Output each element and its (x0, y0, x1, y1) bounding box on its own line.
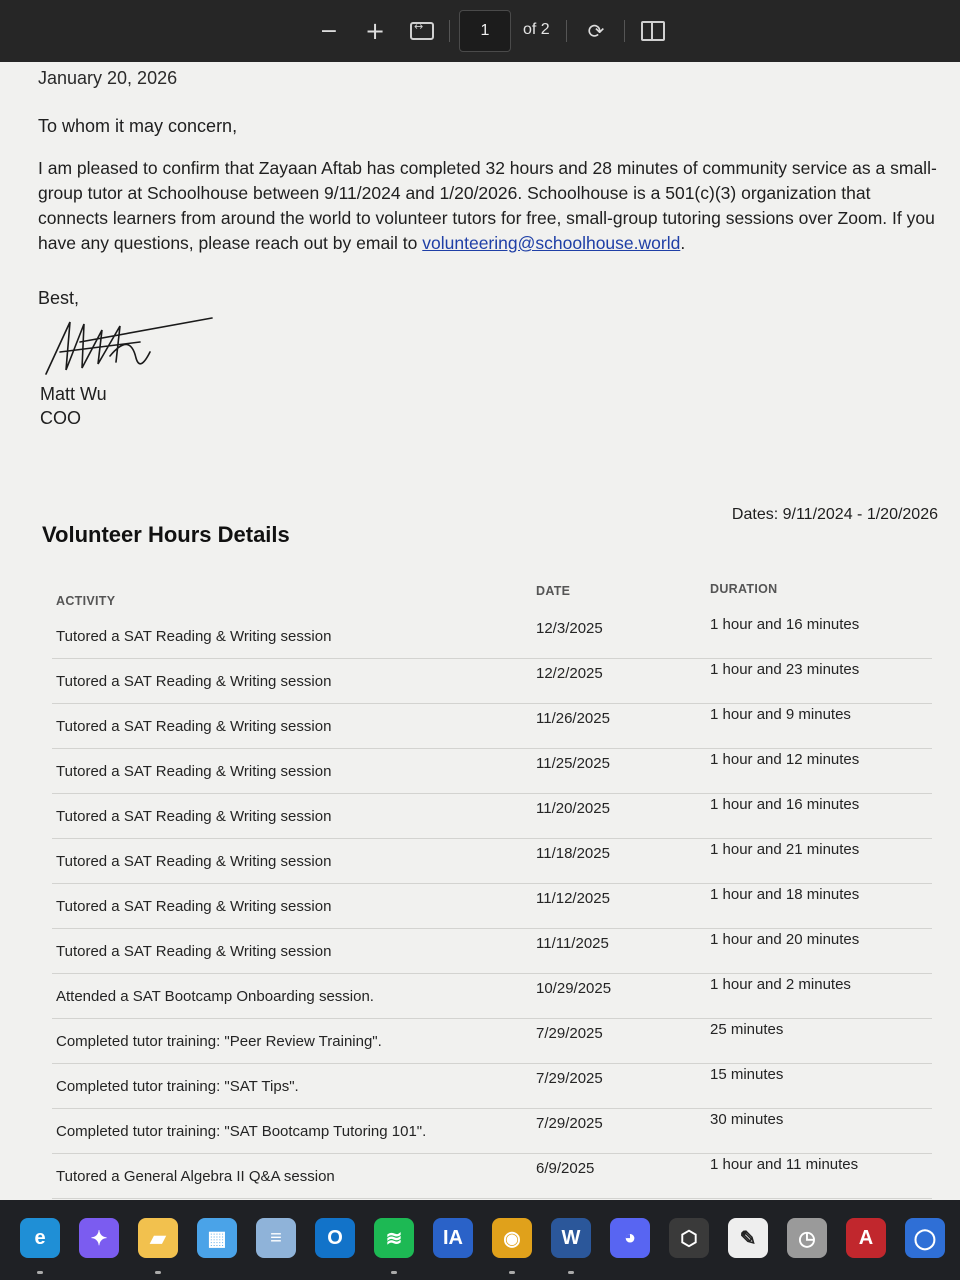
table-row (52, 749, 932, 794)
duration-cell: 1 hour and 16 minutes (710, 616, 860, 633)
date-cell: 11/25/2025 (536, 755, 610, 772)
activity-cell: Tutored a General Algebra II Q&A session (56, 1168, 335, 1185)
hours-table (0, 614, 960, 1199)
activity-cell: Completed tutor training: "Peer Review Training". (56, 1033, 382, 1050)
table-row (52, 1064, 932, 1109)
duration-cell: 1 hour and 21 minutes (710, 841, 860, 858)
notepad-icon[interactable]: ≡ (256, 1218, 296, 1258)
duration-cell: 15 minutes (710, 1066, 784, 1083)
date-cell: 7/29/2025 (536, 1025, 603, 1042)
column-header-duration: DURATION (710, 582, 778, 596)
duration-cell: 1 hour and 2 minutes (710, 976, 851, 993)
activity-cell: Attended a SAT Bootcamp Onboarding session. (56, 988, 374, 1005)
activity-cell: Completed tutor training: "SAT Bootcamp Tutoring 101". (56, 1123, 427, 1140)
taskbar (0, 1200, 960, 1280)
letter-closing: Best, (38, 288, 80, 308)
date-cell: 7/29/2025 (536, 1070, 603, 1087)
word-icon[interactable]: W (551, 1218, 591, 1258)
activity-cell: Completed tutor training: "SAT Tips". (56, 1078, 299, 1095)
table-row (52, 659, 932, 704)
pen-app-icon[interactable]: ✎ (728, 1218, 768, 1258)
acrobat-icon[interactable]: A (846, 1218, 886, 1258)
signer-name: Matt Wu (40, 384, 107, 404)
edge-icon[interactable]: e (20, 1218, 60, 1258)
page-count: of 2 (523, 21, 550, 38)
activity-cell: Tutored a SAT Reading & Writing session (56, 808, 332, 825)
table-row (52, 884, 932, 929)
running-indicator (391, 1271, 397, 1274)
table-row (52, 704, 932, 749)
outlook-icon[interactable]: O (315, 1218, 355, 1258)
spotify-icon[interactable]: ≋ (374, 1218, 414, 1258)
activity-cell: Tutored a SAT Reading & Writing session (56, 943, 332, 960)
toolbar-divider (624, 20, 625, 42)
date-range: Dates: 9/11/2024 - 1/20/2026 (731, 506, 938, 523)
date-cell: 12/2/2025 (536, 665, 603, 682)
table-row (52, 974, 932, 1019)
date-cell: 12/3/2025 (536, 620, 603, 637)
fit-width-icon[interactable] (408, 14, 436, 48)
running-indicator (155, 1271, 161, 1274)
clock-icon[interactable]: ◷ (787, 1218, 827, 1258)
toolbar-divider (566, 20, 567, 42)
activity-cell: Tutored a SAT Reading & Writing session (56, 853, 332, 870)
duration-cell: 1 hour and 16 minutes (710, 796, 860, 813)
section-title: Volunteer Hours Details (42, 522, 290, 547)
page-number-input[interactable]: 1 (459, 10, 511, 52)
date-cell: 11/20/2025 (536, 800, 610, 817)
app-icon[interactable]: ⬡ (669, 1218, 709, 1258)
letter-body-text: I am pleased to confirm that Zayaan Aftab has completed 32 hours and 28 minutes of community service as a small-group tutor at Schoolhouse between 9/11/2024 and 1/20/2026. Schoolhouse is a 501(c)(3) organization that connects learners from around the world to volunteer tutors for free, small-group tutoring sessions over Zoom. If you have any questions, please reach out by email to (38, 158, 937, 253)
column-header-activity: ACTIVITY (56, 594, 116, 608)
duration-cell: 1 hour and 18 minutes (710, 886, 860, 903)
table-row (52, 1019, 932, 1064)
signature (40, 312, 220, 382)
date-cell: 11/18/2025 (536, 845, 610, 862)
duration-cell: 30 minutes (710, 1111, 784, 1128)
discord-icon[interactable]: ◕ (610, 1218, 650, 1258)
ia-app-icon[interactable]: IA (433, 1218, 473, 1258)
pdf-toolbar (0, 0, 960, 62)
email-link[interactable]: volunteering@schoolhouse.world (422, 233, 681, 253)
table-row (52, 929, 932, 974)
duration-cell: 1 hour and 23 minutes (710, 661, 860, 678)
letter-body-end: . (680, 233, 686, 253)
date-cell: 6/9/2025 (536, 1160, 595, 1177)
duration-cell: 25 minutes (710, 1021, 784, 1038)
rotate-icon[interactable]: ⟳ (587, 19, 605, 43)
copilot-icon[interactable]: ✦ (79, 1218, 119, 1258)
duration-cell: 1 hour and 12 minutes (710, 751, 860, 768)
duration-cell: 1 hour and 11 minutes (710, 1156, 859, 1173)
signer-title: COO (40, 408, 82, 428)
running-indicator (568, 1271, 574, 1274)
activity-cell: Tutored a SAT Reading & Writing session (56, 718, 332, 735)
table-row (52, 1154, 932, 1199)
chrome-icon[interactable]: ◉ (492, 1218, 532, 1258)
date-cell: 7/29/2025 (536, 1115, 603, 1132)
toolbar-divider (449, 20, 450, 42)
activity-cell: Tutored a SAT Reading & Writing session (56, 673, 332, 690)
date-cell: 11/11/2025 (536, 935, 609, 952)
table-header (0, 582, 960, 612)
cortana-icon[interactable]: ◯ (905, 1218, 945, 1258)
date-cell: 11/12/2025 (536, 890, 610, 907)
zoom-out-icon[interactable]: − (319, 18, 339, 44)
table-row (52, 614, 932, 659)
activity-cell: Tutored a SAT Reading & Writing session (56, 763, 332, 780)
activity-cell: Tutored a SAT Reading & Writing session (56, 628, 332, 645)
letter-greeting: To whom it may concern, (38, 116, 238, 136)
pdf-page (0, 62, 960, 1200)
microsoft-store-icon[interactable]: ▦ (197, 1218, 237, 1258)
table-row (52, 1109, 932, 1154)
duration-cell: 1 hour and 9 minutes (710, 706, 851, 723)
duration-cell: 1 hour and 20 minutes (710, 931, 860, 948)
activity-cell: Tutored a SAT Reading & Writing session (56, 898, 332, 915)
running-indicator (37, 1271, 43, 1274)
date-cell: 11/26/2025 (536, 710, 610, 727)
table-row (52, 839, 932, 884)
letter-body (38, 156, 938, 256)
zoom-in-icon[interactable]: + (364, 17, 386, 45)
two-page-icon[interactable] (640, 14, 666, 48)
column-header-date: DATE (536, 584, 571, 598)
running-indicator (509, 1271, 515, 1274)
table-row (52, 794, 932, 839)
letter-date: January 20, 2026 (38, 68, 178, 88)
date-cell: 10/29/2025 (536, 980, 612, 997)
file-explorer-icon[interactable]: ▰ (138, 1218, 178, 1258)
